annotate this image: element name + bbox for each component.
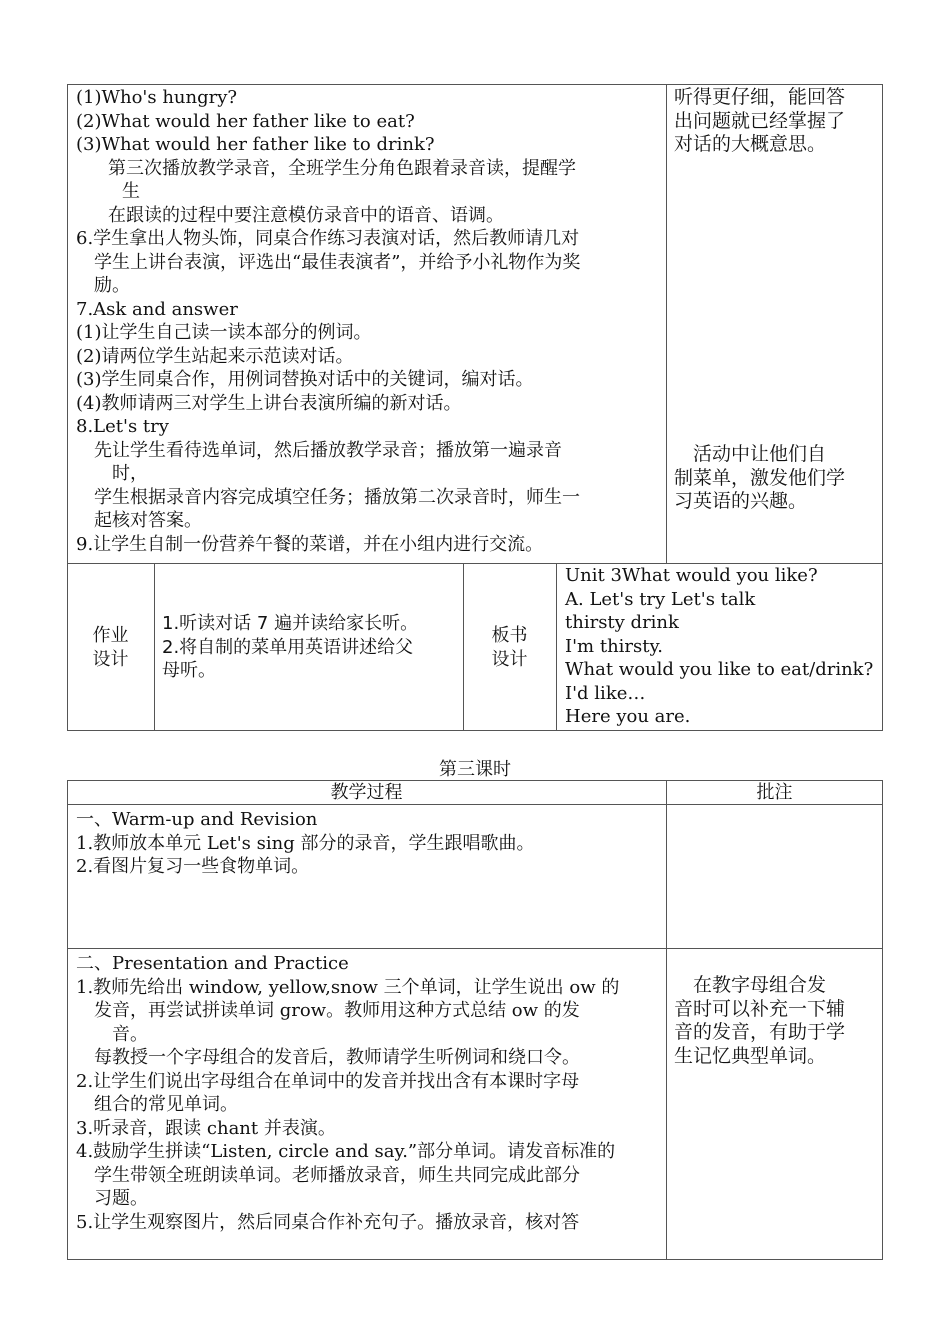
note-line: 生记忆典型单词。 xyxy=(674,1044,827,1067)
header-process-text: 教学过程 xyxy=(330,782,403,803)
process-line: (3)What would her father like to drink? xyxy=(76,134,435,155)
process-line: (2)请两位学生站起来示范读对话。 xyxy=(76,345,354,367)
process-line: 学生根据录音内容完成填空任务；播放第二次录音时，师生一 xyxy=(76,486,580,508)
homework-content xyxy=(162,612,460,683)
process-line: (4)教师请两三对学生上讲台表演所编的新对话。 xyxy=(76,392,462,414)
header-note-text: 批注 xyxy=(756,782,793,803)
note-line: 出问题就已经掌握了 xyxy=(674,109,846,132)
board-label-line: 板书 xyxy=(491,625,528,646)
process-line: 在跟读的过程中要注意模仿录音中的语音、语调。 xyxy=(90,204,504,226)
lesson3-section1 xyxy=(76,808,664,879)
homework-label-divider xyxy=(154,563,155,731)
lesson3-title-text: 第三课时 xyxy=(439,759,511,780)
process-line: (1)让学生自己读一读本部分的例词。 xyxy=(76,322,372,343)
note-line: 在教字母组合发 xyxy=(674,974,827,996)
lesson3-column-divider xyxy=(666,780,667,1260)
homework-line: 1.听读对话 7 遍并读给家长听。 xyxy=(162,613,419,634)
section2-line: 发音，再尝试拼读单词 grow。教师用这种方式总结 ow 的发 xyxy=(76,1000,580,1021)
section1-line: 1.教师放本单元 Let's sing 部分的录音，学生跟唱歌曲。 xyxy=(76,832,535,854)
process-line: 9.让学生自制一份营养午餐的菜谱，并在小组内进行交流。 xyxy=(76,533,544,555)
lesson3-header-process xyxy=(67,781,666,805)
lesson3-section-divider xyxy=(67,948,883,949)
section2-line: 组合的常见单词。 xyxy=(76,1094,238,1115)
board-label-divider xyxy=(556,563,557,731)
homework-label-line: 设计 xyxy=(92,648,129,670)
section2-line: 学生带领全班朗读单词。老师播放录音，师生共同完成此部分 xyxy=(76,1164,580,1186)
note-line: 音的发音，有助于学 xyxy=(674,1021,846,1043)
process-line: 8.Let's try xyxy=(76,416,169,437)
process-line: 先让学生看待选单词，然后播放教学录音；播放第一遍录音 xyxy=(76,439,562,461)
process-line: 6.学生拿出人物头饰，同桌合作练习表演对话，然后教师请几对 xyxy=(76,228,580,249)
lesson3-header-note xyxy=(666,781,883,805)
board-label-line: 设计 xyxy=(491,648,528,670)
board-line: A. Let's try Let's talk xyxy=(565,588,756,610)
process-line: 励。 xyxy=(76,275,130,296)
section2-line: 3.听录音，跟读 chant 并表演。 xyxy=(76,1117,336,1139)
section2-line: 4.鼓励学生拼读“Listen, circle and say.”部分单词。请发音标准的 xyxy=(76,1141,616,1162)
board-line: I'd like… xyxy=(565,682,646,704)
process-line: 第三次播放教学录音，全班学生分角色跟着录音读，提醒学 xyxy=(90,157,576,179)
lesson2-note-top xyxy=(674,86,880,157)
section1-line: 2.看图片复习一些食物单词。 xyxy=(76,856,310,877)
lesson3-title xyxy=(67,758,883,782)
process-line: (3)学生同桌合作，用例词替换对话中的关键词，编对话。 xyxy=(76,369,534,390)
board-line: Unit 3What would you like? xyxy=(565,565,818,586)
board-content xyxy=(565,564,881,729)
process-line: 生 xyxy=(104,181,140,202)
section2-line: 习题。 xyxy=(76,1188,148,1209)
section2-line: 音。 xyxy=(76,1023,148,1045)
process-line: (2)What would her father like to eat? xyxy=(76,110,415,132)
board-line: I'm thirsty. xyxy=(565,635,664,657)
board-label xyxy=(463,624,556,671)
lesson2-process-note-divider xyxy=(666,84,667,564)
section2-line: 每教授一个字母组合的发音后，教师请学生听例词和绕口令。 xyxy=(76,1047,580,1068)
board-line: What would you like to eat/drink? xyxy=(565,659,874,680)
homework-line: 2.将自制的菜单用英语讲述给父 xyxy=(162,636,414,658)
note-line: 活动中让他们自 xyxy=(674,443,827,465)
note-line: 习英语的兴趣。 xyxy=(674,490,808,512)
homework-line: 母听。 xyxy=(162,660,216,681)
homework-label-line: 作业 xyxy=(92,625,129,646)
note-line: 音时可以补充一下辅 xyxy=(674,997,846,1020)
homework-label xyxy=(67,624,154,671)
process-line: 学生上讲台表演，评选出“最佳表演者”，并给予小礼物作为奖 xyxy=(76,251,581,273)
lesson3-section2 xyxy=(76,952,664,1234)
section2-line: 5.让学生观察图片，然后同桌合作补充句子。播放录音，核对答 xyxy=(76,1211,580,1233)
process-line: 7.Ask and answer xyxy=(76,298,238,320)
note-line: 对话的大概意思。 xyxy=(674,133,827,155)
lesson3-section2-note xyxy=(674,974,880,1068)
board-line: thirsty drink xyxy=(565,612,679,633)
board-line: Here you are. xyxy=(565,706,691,727)
lesson2-note-bottom xyxy=(674,443,880,514)
section2-line: 1.教师先给出 window, yellow,snow 三个单词，让学生说出 ow 的 xyxy=(76,976,620,998)
process-line: 起核对答案。 xyxy=(76,510,202,531)
section2-line: 2.让学生们说出字母组合在单词中的发音并找出含有本课时字母 xyxy=(76,1070,580,1092)
process-line: (1)Who's hungry? xyxy=(76,87,238,108)
lesson2-process-text xyxy=(76,86,664,556)
note-line: 听得更仔细，能回答 xyxy=(674,86,846,108)
process-line: 时， xyxy=(76,463,148,484)
section1-line: 一、Warm-up and Revision xyxy=(76,809,318,830)
section2-line: 二、Presentation and Practice xyxy=(76,953,349,974)
note-line: 制菜单，激发他们学 xyxy=(674,466,846,489)
